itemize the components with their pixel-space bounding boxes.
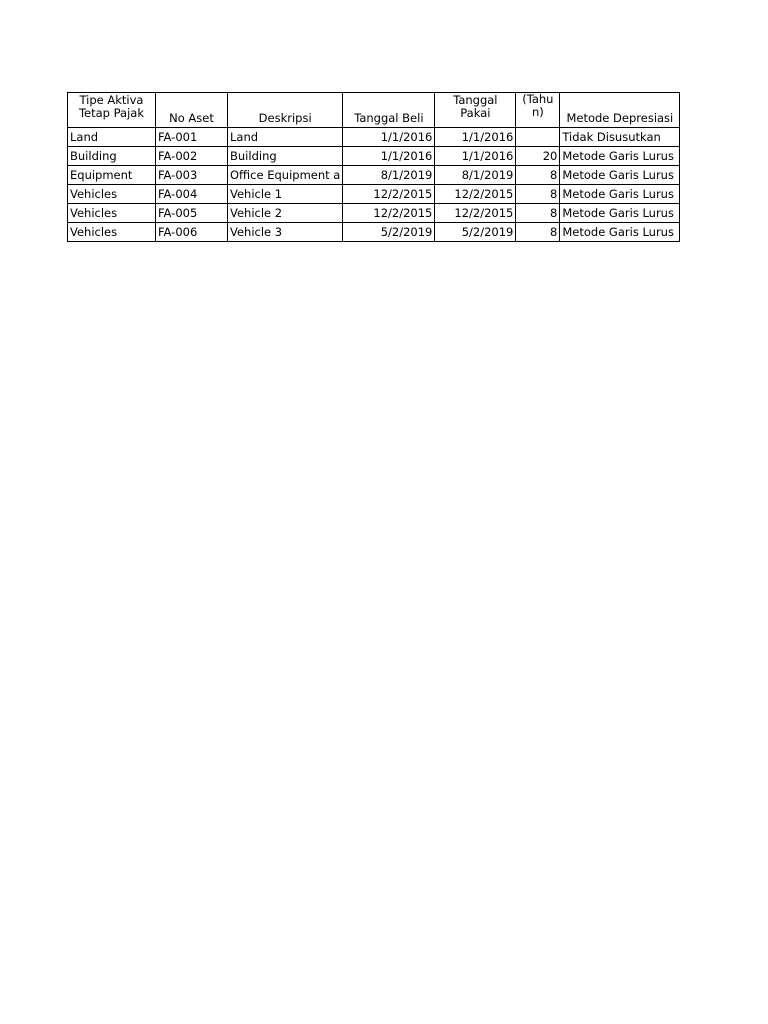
cell-tahun: 8	[516, 185, 560, 204]
cell-no-aset: FA-005	[156, 204, 228, 223]
cell-metode: Metode Garis Lurus	[560, 147, 680, 166]
cell-tanggal-beli: 8/1/2019	[343, 166, 435, 185]
cell-metode: Metode Garis Lurus	[560, 223, 680, 242]
cell-tahun: 8	[516, 223, 560, 242]
table-row	[68, 185, 680, 204]
cell-metode: Metode Garis Lurus	[560, 185, 680, 204]
cell-metode: Metode Garis Lurus	[560, 204, 680, 223]
cell-no-aset: FA-003	[156, 166, 228, 185]
cell-deskripsi: Office Equipment a	[228, 166, 343, 185]
cell-deskripsi: Vehicle 1	[228, 185, 343, 204]
header-no-aset: No Aset	[156, 93, 228, 128]
cell-tahun: 20	[516, 147, 560, 166]
cell-tanggal-beli: 1/1/2016	[343, 128, 435, 147]
cell-metode: Tidak Disusutkan	[560, 128, 680, 147]
cell-deskripsi: Vehicle 2	[228, 204, 343, 223]
cell-no-aset: FA-004	[156, 185, 228, 204]
cell-tanggal-pakai: 12/2/2015	[435, 204, 516, 223]
cell-deskripsi: Land	[228, 128, 343, 147]
cell-tahun	[516, 128, 560, 147]
cell-tipe: Equipment	[68, 166, 156, 185]
cell-deskripsi: Building	[228, 147, 343, 166]
cell-no-aset: FA-006	[156, 223, 228, 242]
table-row	[68, 128, 680, 147]
cell-tanggal-beli: 5/2/2019	[343, 223, 435, 242]
header-tipe-aktiva: Tipe Aktiva Tetap Pajak	[68, 93, 156, 128]
cell-tanggal-beli: 12/2/2015	[343, 185, 435, 204]
fixed-asset-table	[67, 92, 680, 242]
cell-tanggal-pakai: 1/1/2016	[435, 147, 516, 166]
header-tahun: (Tahu n)	[516, 93, 560, 128]
cell-tipe: Vehicles	[68, 185, 156, 204]
cell-deskripsi: Vehicle 3	[228, 223, 343, 242]
cell-tanggal-pakai: 1/1/2016	[435, 128, 516, 147]
cell-tipe: Building	[68, 147, 156, 166]
table-row	[68, 147, 680, 166]
cell-no-aset: FA-002	[156, 147, 228, 166]
cell-tanggal-beli: 12/2/2015	[343, 204, 435, 223]
cell-tahun: 8	[516, 166, 560, 185]
header-deskripsi: Deskripsi	[228, 93, 343, 128]
header-tanggal-beli: Tanggal Beli	[343, 93, 435, 128]
cell-tahun: 8	[516, 204, 560, 223]
cell-tanggal-beli: 1/1/2016	[343, 147, 435, 166]
cell-metode: Metode Garis Lurus	[560, 166, 680, 185]
header-row	[68, 93, 680, 128]
table-row	[68, 223, 680, 242]
asset-table-container	[67, 92, 680, 242]
header-tanggal-pakai: Tanggal Pakai	[435, 93, 516, 128]
cell-tanggal-pakai: 5/2/2019	[435, 223, 516, 242]
cell-tanggal-pakai: 12/2/2015	[435, 185, 516, 204]
cell-tipe: Vehicles	[68, 204, 156, 223]
header-metode-depresiasi: Metode Depresiasi	[560, 93, 680, 128]
cell-tipe: Vehicles	[68, 223, 156, 242]
cell-tipe: Land	[68, 128, 156, 147]
cell-no-aset: FA-001	[156, 128, 228, 147]
cell-tanggal-pakai: 8/1/2019	[435, 166, 516, 185]
table-row	[68, 166, 680, 185]
table-row	[68, 204, 680, 223]
